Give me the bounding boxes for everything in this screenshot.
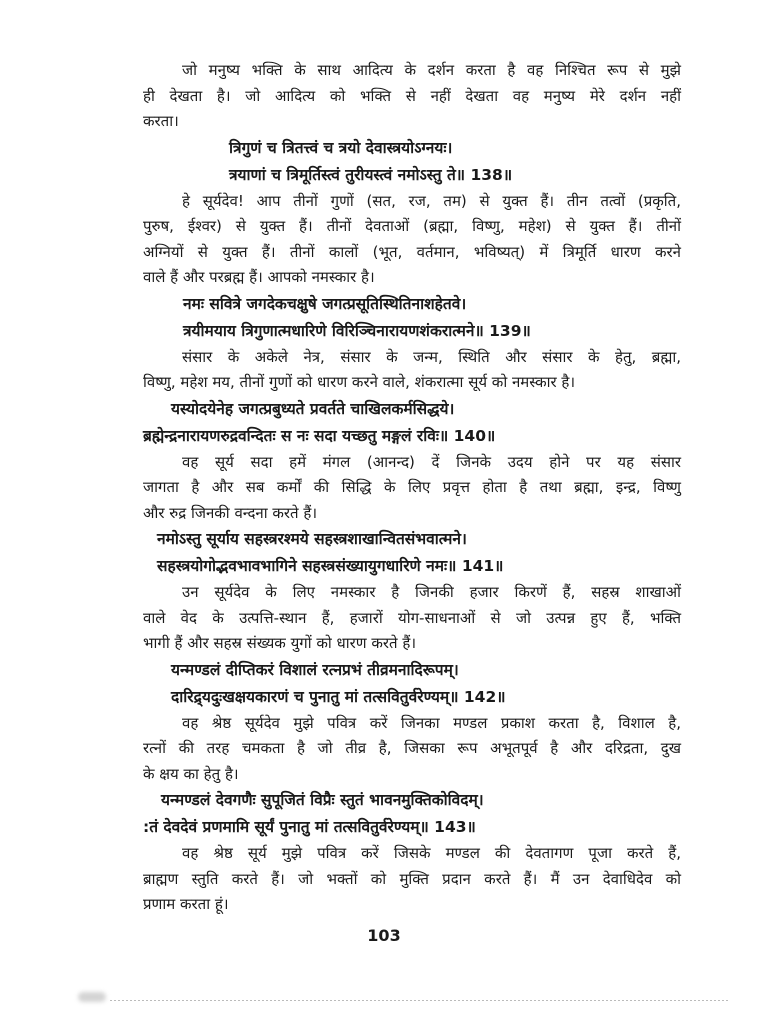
scan-smudge xyxy=(78,992,106,1002)
prose-line: विष्णु, महेश मय, तीनों गुणों को धारण करने वाले, शंकरात्मा सूर्य को नमस्कार है। xyxy=(143,373,576,391)
verse-line: नमः सवित्रे जगदेकचक्षुषे जगत्प्रसूतिस्थितिनाशहेतवे। xyxy=(183,294,467,313)
prose-paragraph xyxy=(143,58,681,135)
prose-line: हे सूर्यदेव! आप तीनों गुणों (सत, रज, तम) से युक्त हैं। तीन तत्वों (प्रकृति, xyxy=(182,191,681,210)
verse-line: नमोऽस्तु सूर्याय सहस्त्ररश्मये सहस्त्रशाखान्वितसंभवात्मने। xyxy=(157,530,467,548)
prose-paragraph xyxy=(143,841,681,918)
prose-line: वह सूर्य सदा हमें मंगल (आनन्द) दें जिनके उदय होने पर यह संसार xyxy=(182,452,681,471)
prose-line: प्रणाम करता हूं। xyxy=(143,895,229,913)
verse-block xyxy=(143,135,681,189)
prose-line: ही देखता है। जो आदित्य को भक्ति से नहीं देखता वह मनुष्य मेरे दर्शन नहीं xyxy=(143,86,681,105)
verse-line: ब्रह्मेन्द्रनारायणरुद्रवन्दितः स नः सदा यच्छतु मङ्गलं रविः॥ 140॥ xyxy=(143,426,496,445)
prose-paragraph xyxy=(143,345,681,396)
prose-line: वह श्रेष्ठ सूर्यदेव मुझे पवित्र करें जिनका मण्डल प्रकाश करता है, विशाल है, xyxy=(182,713,681,732)
prose-line: पुरुष, ईश्वर) से युक्त हैं। तीनों देवताओं (ब्रह्मा, विष्णु, महेश) से युक्त हैं। तीनों xyxy=(143,217,681,235)
verse-block xyxy=(143,396,681,450)
verse-line: त्रयीमयाय त्रिगुणात्मधारिणे विरिञ्चिनारायणशंकरात्मने॥ 139॥ xyxy=(183,321,531,340)
verse-block xyxy=(143,657,681,711)
verse-line: सहस्त्रयोगोद्भवभावभागिने सहस्त्रसंख्यायुगधारिणे नमः॥ 141॥ xyxy=(157,557,504,575)
verse-block xyxy=(143,291,681,345)
prose-line: जो मनुष्य भक्ति के साथ आदित्य के दर्शन करता है वह निश्चित रूप से मुझे xyxy=(182,61,681,79)
verse-line: त्रिगुणं च त्रितत्त्वं च त्रयो देवास्त्रयोऽग्नयः। xyxy=(229,138,453,157)
prose-line: और रुद्र जिनकी वन्दना करते हैं। xyxy=(143,503,318,522)
prose-paragraph xyxy=(143,189,681,291)
prose-line: वाले वेद के उत्पत्ति-स्थान हैं, हजारों योग-साधनाओं से जो उत्पन्न हुए हैं, भक्ति xyxy=(143,608,681,627)
prose-line: भागी हैं और सहस्र संख्यक युगों को धारण करते हैं। xyxy=(143,634,417,652)
prose-paragraph xyxy=(143,711,681,788)
verse-line: यन्मण्डलं देवगणैः सुपूजितं विप्रैः स्तुतं भावनमुक्तिकोविदम्। xyxy=(161,791,484,809)
prose-paragraph xyxy=(143,450,681,527)
prose-paragraph xyxy=(143,580,681,657)
verse-line: दारिद्र्यदुःखक्षयकारणं च पुनातु मां तत्सवितुर्वरेण्यम्॥ 142॥ xyxy=(171,687,506,706)
prose-line: वाले हैं और परब्रह्म हैं। आपको नमस्कार है। xyxy=(143,268,375,286)
prose-line: वह श्रेष्ठ सूर्य मुझे पवित्र करें जिसके मण्डल की देवतागण पूजा करते हैं, xyxy=(182,844,681,862)
verse-line: यस्योदयेनेह जगत्प्रबुध्यते प्रवर्तते चाखिलकर्मसिद्धये। xyxy=(171,399,455,418)
prose-line: रत्नों की तरह चमकता है जो तीव्र है, जिसका रूप अभूतपूर्व है और दरिद्रता, दुख xyxy=(143,739,681,757)
verse-block xyxy=(143,787,681,841)
page-body xyxy=(143,58,681,918)
verse-line: त्रयाणां च त्रिमूर्तिस्त्वं तुरीयस्त्वं नमोऽस्तु ते॥ 138॥ xyxy=(229,165,513,184)
prose-line: उन सूर्यदेव के लिए नमस्कार है जिनकी हजार किरणें हैं, सहस्र शाखाओं xyxy=(182,583,681,601)
verse-line: यन्मण्डलं दीप्तिकरं विशालं रत्नप्रभं तीव्रमनादिरूपम्। xyxy=(171,660,459,679)
prose-line: के क्षय का हेतु है। xyxy=(143,764,239,783)
prose-line: करता। xyxy=(143,112,179,130)
prose-line: अग्नियों से युक्त हैं। तीनों कालों (भूत, वर्तमान, भविष्यत्) में त्रिमूर्ति धारण करने xyxy=(143,242,681,261)
verse-block xyxy=(143,526,681,580)
prose-line: जागता है और सब कर्मों की सिद्धि के लिए प्रवृत्त होता है तथा ब्रह्मा, इन्द्र, विष्णु xyxy=(143,478,681,496)
page-number: 103 xyxy=(367,926,401,945)
prose-line: संसार के अकेले नेत्र, संसार के जन्म, स्थिति और संसार के हेतु, ब्रह्मा, xyxy=(182,347,681,366)
prose-line: ब्राह्मण स्तुति करते हैं। जो भक्तों को मुक्ति प्रदान करते हैं। मैं उन देवाधिदेव को xyxy=(143,869,681,888)
scan-edge-line xyxy=(110,1000,728,1001)
verse-line: :तं देवदेवं प्रणमामि सूर्यं पुनातु मां तत्सवितुर्वरेण्यम्॥ 143॥ xyxy=(143,818,476,836)
